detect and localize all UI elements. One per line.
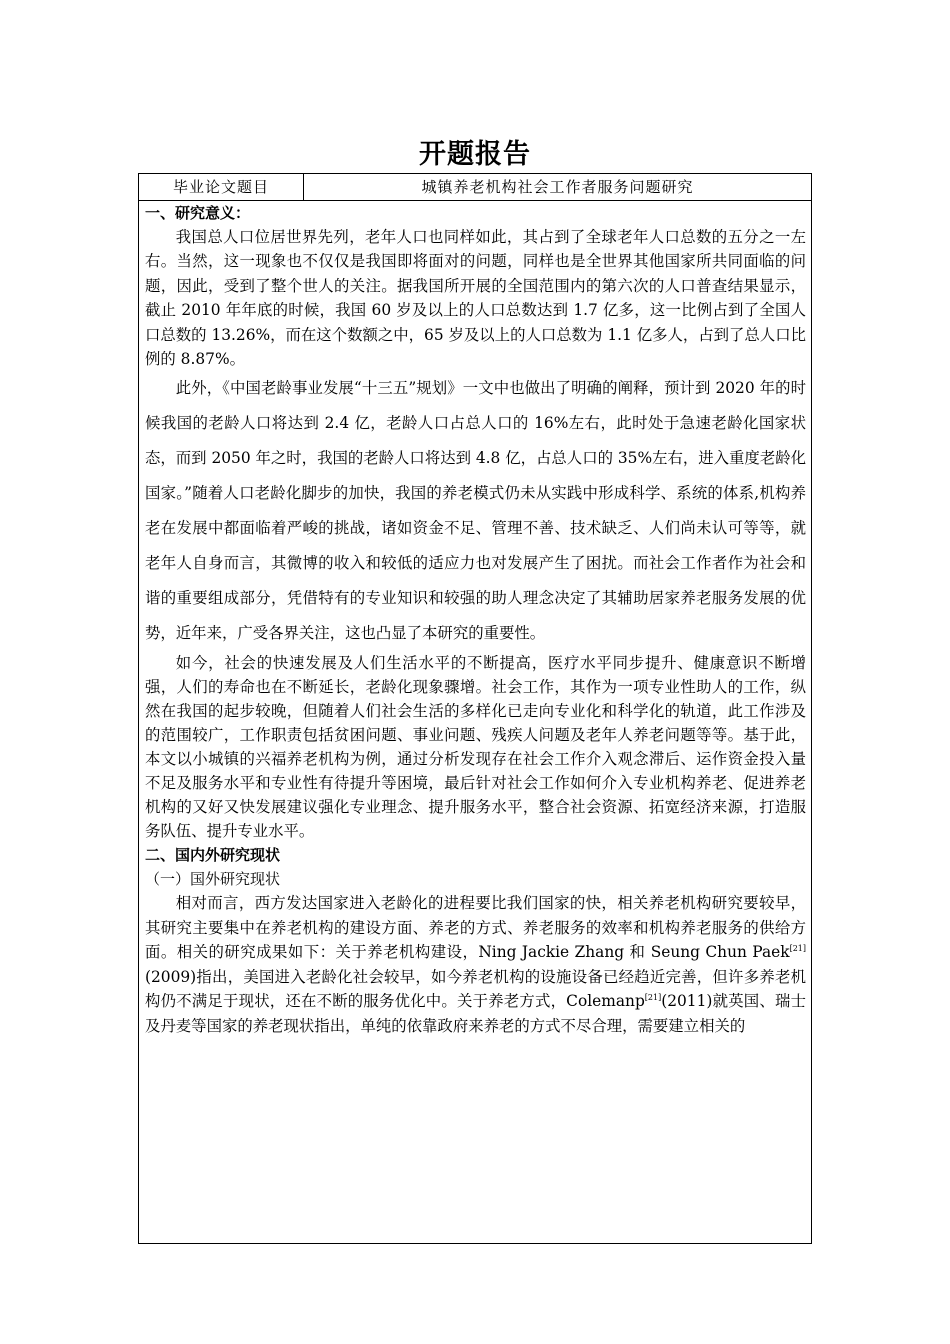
paragraph-text: (2011)就英国、瑞士及丹麦等国家的养老现状指出，单纯的依靠政府来养老的方式不尽合理，需要建立相关的 xyxy=(145,992,806,1035)
paragraph: 如今，社会的快速发展及人们生活水平的不断提高，医疗水平同步提升、健康意识不断增强，人们的寿命也在不断延长，老龄化现象骤增。社会工作，其作为一项专业性助人的工作，纵然在我国的起步较晚，但随着人们社会生活的多样化已走向专业化和科学化的轨道，此工作涉及的范围较广，工作职责包括贫困问题、事业问题、残疾人问题及老年人养老问题等等。基于此，本文以小城镇的兴福养老机构为例，通过分析发现存在社会工作介入观念滞后、运作资金投入量不足及服务水平和专业性有待提升等困境，最后针对社会工作如何介入专业机构养老、促进养老机构的又好又快发展建议强化专业理念、提升服务水平，整合社会资源、拓宽经济来源，打造服务队伍、提升专业水平。 xyxy=(145,654,806,841)
topic-value: 城镇养老机构社会工作者服务问题研究 xyxy=(421,178,694,196)
topic-row xyxy=(139,174,811,201)
section-heading-research-status: 二、国内外研究现状 xyxy=(145,846,281,865)
topic-label: 毕业论文题目 xyxy=(139,174,304,200)
subsection-heading-foreign: （一）国外研究现状 xyxy=(145,870,281,889)
form-body xyxy=(139,201,811,1038)
paragraph-text: (2009)指出，美国进入老龄化社会较早，如今养老机构的设施设备已经趋近完善，但许多养老机构仍不满足于现状，还在不断的服务优化中。关于养老方式，Colemanp xyxy=(145,967,806,1011)
page-title: 开题报告 xyxy=(419,139,531,170)
citation-ref: [21] xyxy=(644,993,662,1003)
paragraph: 此外，《中国老龄事业发展“十三五”规划》一文中也做出了明确的阐释，预计到 2020 年的时候我国的老龄人口将达到 2.4 亿，老龄人口占总人口的 16%左右，此时处于急速老龄化国家状态，而到 2050 年之时，我国的老龄人口将达到 4.8 亿，占总人口的 35%左右，进入重度老龄化国家。”随着人口老龄化脚步的加快，我国的养老模式仍未从实践中形成科学、系统的体系,机构养老在发展中都面临着严峻的挑战，诸如资金不足、管理不善、技术缺乏、人们尚未认可等等，就老年人自身而言，其微博的收入和较低的适应力也对发展产生了困扰。而社会工作者作为社会和谐的重要组成部分，凭借特有的专业知识和较强的助人理念决定了其辅助居家养老服务发展的优势，近年来，广受各界关注，这也凸显了本研究的重要性。 xyxy=(145,379,806,643)
paragraph xyxy=(145,891,806,1038)
paragraph: 我国总人口位居世界先列，老年人口也同样如此，其占到了全球老年人口总数的五分之一左右。当然，这一现象也不仅仅是我国即将面对的问题，同样也是全世界其他国家所共同面临的问题，因此，受到了整个世人的关注。据我国所开展的全国范围内的第六次的人口普查结果显示，截止 2010 年年底的时候，我国 60 岁及以上的人口总数达到 1.7 亿多，这一比例占到了全国人口总数的 13.26%，而在这个数额之中，65 岁及以上的人口总数为 1.1 亿多人，占到了总人口比例的 8.87%。 xyxy=(145,228,806,369)
citation-ref: [21] xyxy=(789,944,806,954)
proposal-form xyxy=(138,173,812,1244)
section-heading-significance: 一、研究意义： xyxy=(145,204,251,222)
paragraph-text: 相对而言，西方发达国家进入老龄化的进程要比我们国家的快，相关养老机构研究要较早，其研究主要集中在养老机构的建设方面、养老的方式、养老服务的效率和机构养老服务的供给方面。相关的研究成果如下：关于养老机构建设，Ning Jackie Zhang 和 Seung Chun Paek xyxy=(145,894,806,962)
